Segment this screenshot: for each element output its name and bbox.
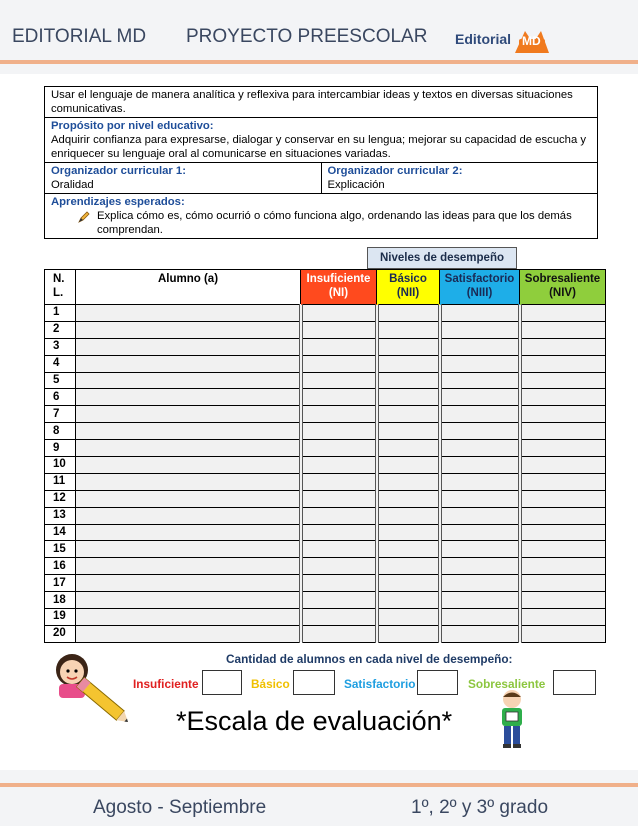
satisfactorio-cell[interactable] — [440, 575, 520, 592]
basico-cell[interactable] — [377, 592, 440, 609]
table-row — [45, 473, 606, 490]
sobresaliente-cell[interactable] — [520, 609, 606, 626]
alumno-cell[interactable] — [76, 321, 301, 338]
satisfactorio-cell[interactable] — [440, 457, 520, 474]
row-number: 3 — [45, 338, 76, 355]
alumno-cell[interactable] — [76, 625, 301, 642]
organizer-2 — [322, 163, 598, 193]
alumno-cell[interactable] — [76, 440, 301, 457]
organizer-1 — [45, 163, 322, 193]
header-basico — [377, 270, 440, 305]
alumno-cell[interactable] — [76, 389, 301, 406]
table-row — [45, 609, 606, 626]
satisfactorio-cell[interactable] — [440, 389, 520, 406]
sobresaliente-cell[interactable] — [520, 524, 606, 541]
basico-cell[interactable] — [377, 524, 440, 541]
header-nl: N. L. — [45, 270, 76, 305]
basico-cell[interactable] — [377, 321, 440, 338]
row-number: 4 — [45, 355, 76, 372]
summary-basico-box[interactable] — [293, 670, 335, 695]
summary-satisfactorio-label: Satisfactorio — [344, 677, 416, 691]
header-alumno: Alumno (a) — [76, 270, 301, 305]
organizer-1-label: Organizador curricular 1: — [51, 165, 186, 177]
sobresaliente-cell[interactable] — [520, 592, 606, 609]
alumno-cell[interactable] — [76, 575, 301, 592]
insuficiente-cell[interactable] — [301, 625, 377, 642]
satisfactorio-cell[interactable] — [440, 490, 520, 507]
summary-insuficiente-label: Insuficiente — [133, 677, 199, 691]
insuficiente-cell[interactable] — [301, 305, 377, 322]
header-divider — [0, 60, 638, 64]
insuficiente-cell[interactable] — [301, 355, 377, 372]
insuficiente-cell[interactable] — [301, 423, 377, 440]
row-number: 18 — [45, 592, 76, 609]
page-title: *Escala de evaluación* — [176, 706, 453, 736]
sobresaliente-cell[interactable] — [520, 372, 606, 389]
basico-cell[interactable] — [377, 457, 440, 474]
header-basico-label: Básico — [389, 273, 427, 285]
logo-text: Editorial — [455, 31, 512, 47]
insuficiente-cell[interactable] — [301, 473, 377, 490]
table-row — [45, 406, 606, 423]
row-number: 10 — [45, 457, 76, 474]
header-insuficiente-label: Insuficiente — [306, 273, 371, 285]
header-satisfactorio-code: (NIII) — [466, 287, 493, 299]
sobresaliente-cell[interactable] — [520, 541, 606, 558]
purpose-section — [45, 117, 597, 162]
basico-cell[interactable] — [377, 625, 440, 642]
basico-cell[interactable] — [377, 355, 440, 372]
table-row — [45, 457, 606, 474]
organizer-2-label: Organizador curricular 2: — [327, 165, 463, 177]
summary-satisfactorio-box[interactable] — [417, 670, 458, 695]
alumno-cell[interactable] — [76, 541, 301, 558]
insuficiente-cell[interactable] — [301, 558, 377, 575]
table-row — [45, 321, 606, 338]
header-insuficiente — [301, 270, 377, 305]
learning-item-text: Explica cómo es, cómo ocurrió o cómo funciona algo, ordenando las ideas para que los demás comprendan. — [97, 210, 572, 236]
basico-cell[interactable] — [377, 305, 440, 322]
alumno-cell[interactable] — [76, 490, 301, 507]
satisfactorio-cell[interactable] — [440, 609, 520, 626]
insuficiente-cell[interactable] — [301, 541, 377, 558]
levels-title: Niveles de desempeño — [367, 247, 517, 269]
row-number: 5 — [45, 372, 76, 389]
alumno-cell[interactable] — [76, 507, 301, 524]
basico-cell[interactable] — [377, 473, 440, 490]
sobresaliente-cell[interactable] — [520, 440, 606, 457]
table-row — [45, 558, 606, 575]
header-sobresaliente-label: Sobresaliente — [524, 273, 601, 285]
table-row — [45, 305, 606, 322]
insuficiente-cell[interactable] — [301, 406, 377, 423]
alumno-cell[interactable] — [76, 305, 301, 322]
satisfactorio-cell[interactable] — [440, 625, 520, 642]
row-number: 19 — [45, 609, 76, 626]
row-number: 16 — [45, 558, 76, 575]
sobresaliente-cell[interactable] — [520, 507, 606, 524]
intro-text: Usar el lenguaje de manera analítica y reflexiva para intercambiar ideas y textos en diversas situaciones comunicativas. — [51, 89, 573, 115]
sobresaliente-cell[interactable] — [520, 338, 606, 355]
header-center: PROYECTO PREESCOLAR — [186, 26, 428, 47]
summary-sobresaliente-label: Sobresaliente — [468, 677, 546, 691]
alumno-cell[interactable] — [76, 355, 301, 372]
basico-cell[interactable] — [377, 406, 440, 423]
table-row — [45, 592, 606, 609]
insuficiente-cell[interactable] — [301, 389, 377, 406]
sobresaliente-cell[interactable] — [520, 389, 606, 406]
sobresaliente-cell[interactable] — [520, 490, 606, 507]
insuficiente-cell[interactable] — [301, 372, 377, 389]
alumno-cell[interactable] — [76, 592, 301, 609]
table-row — [45, 423, 606, 440]
sobresaliente-cell[interactable] — [520, 305, 606, 322]
basico-cell[interactable] — [377, 372, 440, 389]
table-row — [45, 507, 606, 524]
insuficiente-cell[interactable] — [301, 490, 377, 507]
footer-left: Agosto - Septiembre — [93, 797, 267, 818]
row-number: 2 — [45, 321, 76, 338]
satisfactorio-cell[interactable] — [440, 305, 520, 322]
pencil-icon — [77, 210, 91, 224]
row-number: 6 — [45, 389, 76, 406]
satisfactorio-cell[interactable] — [440, 338, 520, 355]
table-row — [45, 575, 606, 592]
insuficiente-cell[interactable] — [301, 338, 377, 355]
footer-divider — [0, 783, 638, 787]
header-sobresaliente — [520, 270, 606, 305]
alumno-cell[interactable] — [76, 457, 301, 474]
row-number: 9 — [45, 440, 76, 457]
basico-cell[interactable] — [377, 338, 440, 355]
basico-cell[interactable] — [377, 490, 440, 507]
row-number: 7 — [45, 406, 76, 423]
alumno-cell[interactable] — [76, 406, 301, 423]
row-number: 20 — [45, 625, 76, 642]
satisfactorio-cell[interactable] — [440, 372, 520, 389]
table-row — [45, 490, 606, 507]
insuficiente-cell[interactable] — [301, 592, 377, 609]
header-left: EDITORIAL MD — [12, 26, 147, 47]
basico-cell[interactable] — [377, 389, 440, 406]
table-row — [45, 625, 606, 642]
basico-cell[interactable] — [377, 507, 440, 524]
satisfactorio-cell[interactable] — [440, 355, 520, 372]
learning-item — [51, 209, 591, 237]
table-header-row — [45, 270, 606, 305]
satisfactorio-cell[interactable] — [440, 440, 520, 457]
alumno-cell[interactable] — [76, 338, 301, 355]
purpose-label: Propósito por nivel educativo: — [51, 120, 214, 132]
row-number: 17 — [45, 575, 76, 592]
table-row — [45, 389, 606, 406]
row-number: 11 — [45, 473, 76, 490]
insuficiente-cell[interactable] — [301, 575, 377, 592]
basico-cell[interactable] — [377, 575, 440, 592]
purpose-text: Adquirir confianza para expresarse, dialogar y conservar en su lengua; mejorar su capacidad de escucha y enriquecer su lenguaje oral al comunicarse en situaciones variadas. — [51, 134, 587, 160]
satisfactorio-cell[interactable] — [440, 406, 520, 423]
row-number: 13 — [45, 507, 76, 524]
alumno-cell[interactable] — [76, 609, 301, 626]
insuficiente-cell[interactable] — [301, 524, 377, 541]
header-insuficiente-code: (NI) — [328, 287, 349, 299]
insuficiente-cell[interactable] — [301, 457, 377, 474]
evaluation-table — [44, 269, 606, 643]
table-row — [45, 524, 606, 541]
insuficiente-cell[interactable] — [301, 507, 377, 524]
basico-cell[interactable] — [377, 423, 440, 440]
alumno-cell[interactable] — [76, 423, 301, 440]
row-number: 8 — [45, 423, 76, 440]
organizer-1-value: Oralidad — [51, 179, 94, 191]
basico-cell[interactable] — [377, 440, 440, 457]
satisfactorio-cell[interactable] — [440, 592, 520, 609]
satisfactorio-cell[interactable] — [440, 507, 520, 524]
satisfactorio-cell[interactable] — [440, 541, 520, 558]
organizer-2-value: Explicación — [327, 179, 385, 191]
girl-with-pencil-illustration — [44, 644, 134, 734]
insuficiente-cell[interactable] — [301, 321, 377, 338]
table-row — [45, 372, 606, 389]
satisfactorio-cell[interactable] — [440, 423, 520, 440]
header-satisfactorio — [440, 270, 520, 305]
learning-section — [45, 193, 597, 238]
insuficiente-cell[interactable] — [301, 609, 377, 626]
header-satisfactorio-label: Satisfactorio — [444, 273, 515, 285]
table-row — [45, 541, 606, 558]
row-number: 15 — [45, 541, 76, 558]
satisfactorio-cell[interactable] — [440, 321, 520, 338]
alumno-cell[interactable] — [76, 372, 301, 389]
editorial-logo — [455, 25, 550, 55]
alumno-cell[interactable] — [76, 524, 301, 541]
sobresaliente-cell[interactable] — [520, 473, 606, 490]
satisfactorio-cell[interactable] — [440, 558, 520, 575]
basico-cell[interactable] — [377, 541, 440, 558]
summary-insuficiente-box[interactable] — [202, 670, 242, 695]
sobresaliente-cell[interactable] — [520, 355, 606, 372]
row-number: 12 — [45, 490, 76, 507]
table-row — [45, 355, 606, 372]
logo-mark: MD — [522, 34, 541, 48]
satisfactorio-cell[interactable] — [440, 524, 520, 541]
alumno-cell[interactable] — [76, 473, 301, 490]
sobresaliente-cell[interactable] — [520, 558, 606, 575]
header-basico-code: (NII) — [396, 287, 420, 299]
sobresaliente-cell[interactable] — [520, 575, 606, 592]
boy-with-book-illustration — [495, 688, 529, 750]
table-row — [45, 440, 606, 457]
summary-title: Cantidad de alumnos en cada nivel de desempeño: — [226, 652, 513, 666]
sobresaliente-cell[interactable] — [520, 625, 606, 642]
sobresaliente-cell[interactable] — [520, 321, 606, 338]
footer-right: 1º, 2º y 3º grado — [411, 797, 549, 818]
organizers-row — [45, 162, 597, 193]
table-row — [45, 338, 606, 355]
satisfactorio-cell[interactable] — [440, 473, 520, 490]
basico-cell[interactable] — [377, 558, 440, 575]
info-box — [44, 86, 598, 239]
sobresaliente-cell[interactable] — [520, 457, 606, 474]
learning-label: Aprendizajes esperados: — [51, 196, 185, 208]
summary-basico-label: Básico — [251, 677, 290, 691]
basico-cell[interactable] — [377, 609, 440, 626]
summary-sobresaliente-box[interactable] — [553, 670, 596, 695]
sobresaliente-cell[interactable] — [520, 423, 606, 440]
header-sobresaliente-code: (NIV) — [549, 287, 576, 299]
row-number: 1 — [45, 305, 76, 322]
alumno-cell[interactable] — [76, 558, 301, 575]
insuficiente-cell[interactable] — [301, 440, 377, 457]
sobresaliente-cell[interactable] — [520, 406, 606, 423]
row-number: 14 — [45, 524, 76, 541]
